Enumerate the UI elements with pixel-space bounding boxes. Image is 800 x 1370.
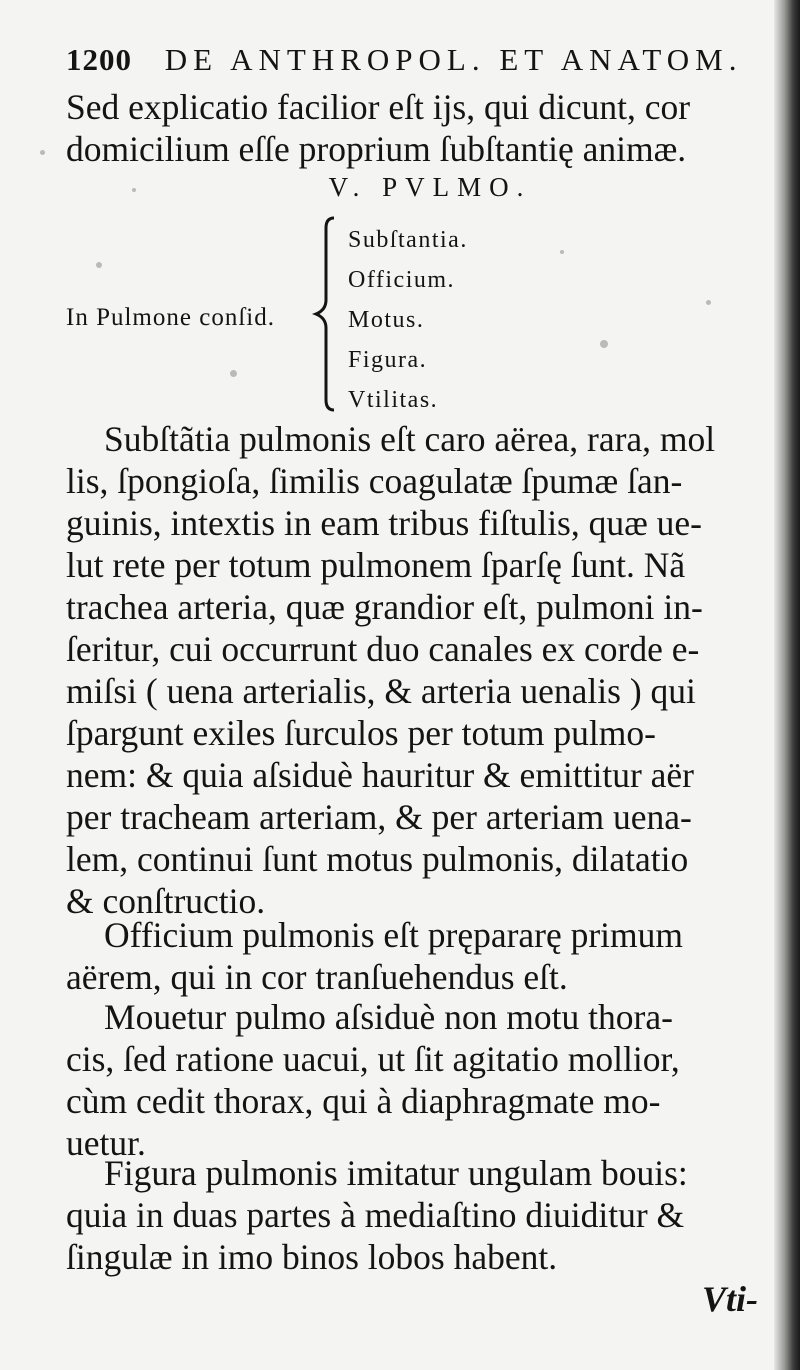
- catchword: Vti-: [701, 1279, 758, 1319]
- page-binding-edge: [774, 0, 800, 1370]
- division-item: Subſtantia.: [348, 227, 468, 253]
- text-line: Officium pulmonis eſt prępararę primum: [104, 915, 684, 955]
- division-item: Vtilitas.: [348, 387, 439, 413]
- figura-paragraph: [66, 1152, 766, 1278]
- text-line: lem, continui ſunt motus pulmonis, dilatatio: [66, 839, 689, 879]
- text-line: ſingulæ in imo binos lobos habent.: [66, 1237, 558, 1277]
- text-line: miſsi ( uena arterialis, & arteria uenalis ) qui: [66, 671, 696, 711]
- officium-paragraph: [66, 914, 766, 998]
- text-line: cis, ſed ratione uacui, ut ſit agitatio mollior,: [66, 1039, 680, 1079]
- motus-paragraph: [66, 996, 766, 1164]
- curly-brace-icon: [310, 214, 340, 414]
- text-line: & conſtructio.: [66, 881, 266, 921]
- text-line: Figura pulmonis imitatur ungulam bouis:: [104, 1153, 688, 1193]
- text-line: cùm cedit thorax, qui à diaphragmate mo-: [66, 1081, 661, 1121]
- division-item: Officium.: [348, 267, 456, 293]
- paper-speck: [40, 150, 45, 155]
- running-title: DE ANTHROPOL. ET ANATOM.: [164, 42, 743, 77]
- division-items: [348, 220, 468, 420]
- text-line: nem: & quia aſsiduè hauritur & emittitur aër: [66, 755, 694, 795]
- text-line: guinis, intextis in eam tribus fiſtulis, quæ ue-: [66, 503, 703, 543]
- intro-paragraph: [66, 86, 766, 170]
- text-line: Subſtãtia pulmonis eſt caro aërea, rara, mol: [104, 419, 716, 459]
- text-line: ſpargunt exiles ſurculos per totum pulmo-: [66, 713, 656, 753]
- substantia-paragraph: [66, 418, 766, 922]
- text-line: uetur.: [66, 1123, 146, 1163]
- text-line: per tracheam arteriam, & per arteriam uena-: [66, 797, 692, 837]
- page-number: 1200: [66, 42, 132, 77]
- text-line: lis, ſpongioſa, ſimilis coagulatæ ſpumæ ſan-: [66, 461, 683, 501]
- text-line: lut rete per totum pulmonem ſparſę ſunt. Nã: [66, 545, 686, 585]
- division-item: Figura.: [348, 347, 428, 373]
- text-line: domicilium eſſe proprium ſubſtantię animæ.: [66, 129, 687, 169]
- division-lead: In Pulmone conſid.: [66, 304, 275, 331]
- text-line: ſeritur, cui occurrunt duo canales ex corde e-: [66, 629, 700, 669]
- page-header: [66, 42, 756, 78]
- text-line: quia in duas partes à mediaſtino diuiditur &: [66, 1195, 685, 1235]
- division-item: Motus.: [348, 307, 425, 333]
- text-line: aërem, qui in cor tranſuehendus eſt.: [66, 957, 568, 997]
- paper-speck: [600, 340, 608, 348]
- division-diagram: [66, 212, 586, 412]
- text-line: Sed explicatio facilior eſt iјs, qui dicunt, cor: [66, 87, 691, 127]
- paper-speck: [706, 300, 711, 305]
- section-heading: V. PVLMO.: [328, 172, 532, 202]
- text-line: trachea arteria, quæ grandior eſt, pulmoni in-: [66, 587, 703, 627]
- text-line: Mouetur pulmo aſsiduè non motu thora-: [104, 997, 673, 1037]
